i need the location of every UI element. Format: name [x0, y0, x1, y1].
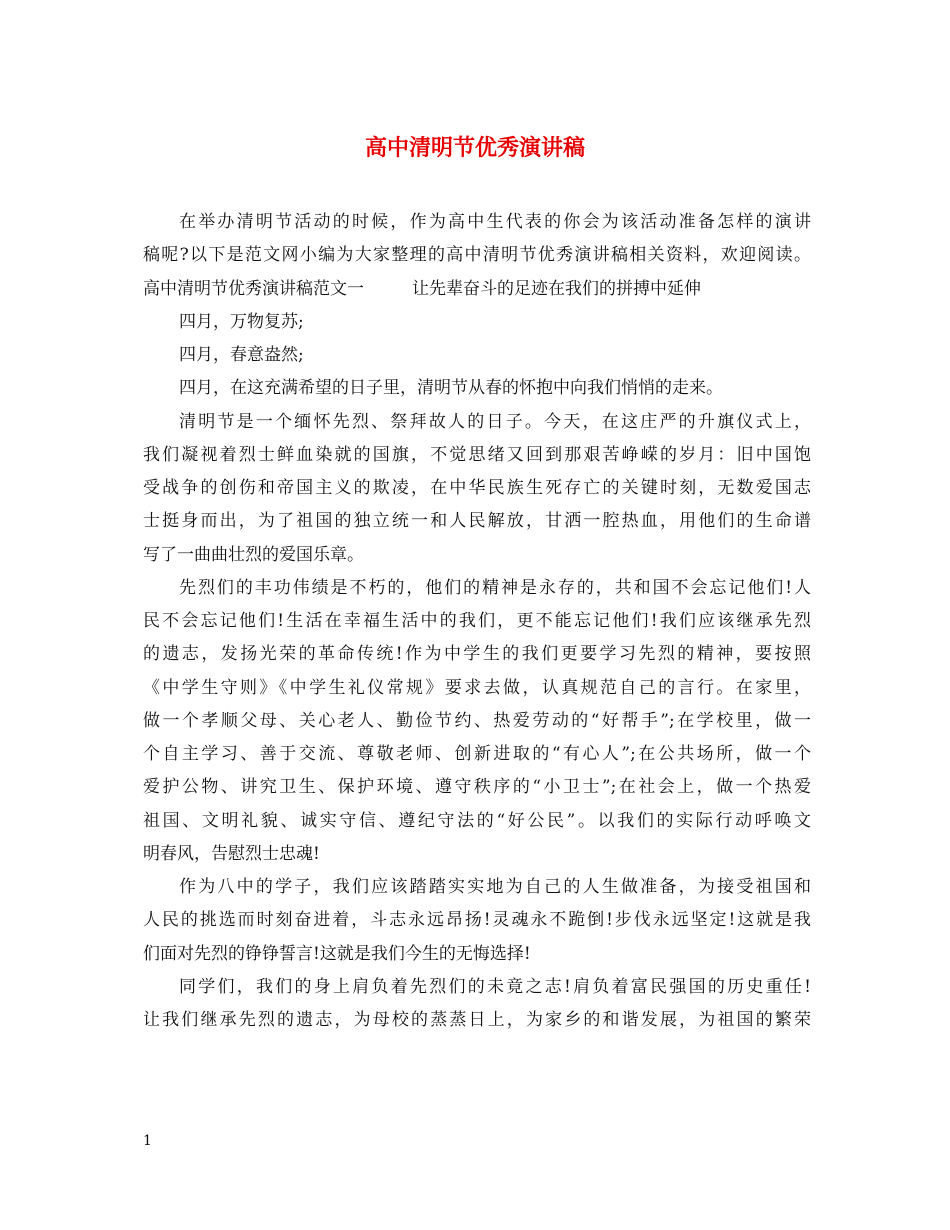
paragraph-line: 清明节是一个缅怀先烈、祭拜故人的日子。今天，在这庄严的升旗仪式上，: [179, 411, 811, 432]
paragraph-line: 稿呢?以下是范文网小编为大家整理的高中清明节优秀演讲稿相关资料，欢迎阅读。: [143, 245, 811, 266]
paragraph-line: 的遗志，发扬光荣的革命传统!作为中学生的我们更要学习先烈的精神，要按照: [143, 644, 811, 665]
paragraph-line: 人民的挑选而时刻奋进着，斗志永远昂扬!灵魂永不跪倒!步伐永远坚定!这就是我: [143, 910, 811, 931]
paragraph-line: 个自主学习、善于交流、尊敬老师、创新进取的“有心人”;在公共场所，做一个: [143, 744, 811, 764]
paragraph-line: 做一个孝顺父母、关心老人、勤俭节约、热爱劳动的“好帮手”;在学校里，做一: [143, 710, 811, 731]
paragraph-line: 同学们，我们的身上肩负着先烈们的未竟之志!肩负着富民强国的历史重任!: [179, 976, 811, 997]
paragraph-line: 《中学生守则》《中学生礼仪常规》要求去做，认真规范自己的言行。在家里，: [143, 677, 811, 698]
paragraph-line: 先烈们的丰功伟绩是不朽的，他们的精神是永存的，共和国不会忘记他们!人: [179, 577, 811, 598]
section-heading: 高中清明节优秀演讲稿范文一: [143, 278, 364, 299]
subtitle-line: [143, 273, 811, 306]
section-subheading: 让先辈奋斗的足迹在我们的拼搏中延伸: [412, 278, 701, 299]
paragraph-line: 在举办清明节活动的时候，作为高中生代表的你会为该活动准备怎样的演讲: [179, 212, 811, 232]
paragraph-line: 受战争的创伤和帝国主义的欺凌，在中华民族生死存亡的关键时刻，无数爱国志: [143, 478, 811, 498]
paragraph-line: 我们凝视着烈士鲜血染就的国旗，不觉思绪又回到那艰苦峥嵘的岁月：旧中国饱: [143, 444, 811, 465]
paragraph-line: 四月，春意盎然;: [179, 345, 304, 365]
paragraph-line: 们面对先烈的铮铮誓言!这就是我们今生的无悔选择!: [143, 943, 531, 964]
paragraph-line: 作为八中的学子，我们应该踏踏实实地为自己的人生做准备，为接受祖国和: [179, 877, 811, 897]
paragraph-line: 士挺身而出，为了祖国的独立统一和人民解放，甘洒一腔热血，用他们的生命谱: [143, 511, 811, 532]
paragraph-line: 祖国、文明礼貌、诚实守信、遵纪守法的“好公民”。以我们的实际行动呼唤文: [143, 810, 811, 831]
page-number: 1: [143, 1133, 152, 1149]
document-title: 高中清明节优秀演讲稿: [364, 135, 585, 161]
paragraph-line: 爱护公物、讲究卫生、保护环境、遵守秩序的“小卫士”;在社会上，做一个热爱: [143, 777, 811, 798]
paragraph-line: 四月，在这充满希望的日子里，清明节从春的怀抱中向我们悄悄的走来。: [179, 378, 723, 399]
paragraph-line: 四月，万物复苏;: [179, 311, 304, 332]
paragraph-line: 写了一曲曲壮烈的爱国乐章。: [143, 544, 364, 565]
paragraph-line: 民不会忘记他们!生活在幸福生活中的我们，更不能忘记他们!我们应该继承先烈: [143, 611, 811, 631]
paragraph-line: 让我们继承先烈的遗志，为母校的蒸蒸日上，为家乡的和谐发展，为祖国的繁荣: [143, 1010, 811, 1030]
paragraph-line: 明春风，告慰烈士忠魂!: [143, 843, 320, 864]
document-body: [143, 206, 811, 1037]
